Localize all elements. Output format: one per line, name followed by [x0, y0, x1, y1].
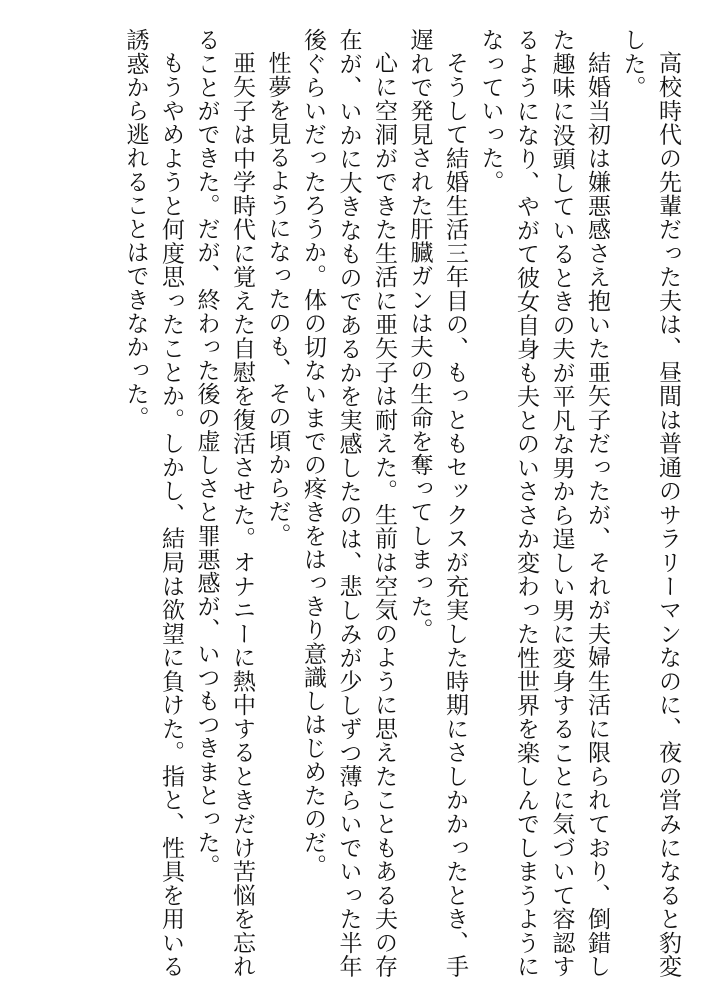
paragraph: そうして結婚生活三年目の、もっともセックスが充実した時期にさしかかったとき、手遅れで発見された肝臓ガンは夫の生命を奪ってしまった。	[406, 28, 468, 978]
paragraph: 心に空洞ができた生活に亜矢子は耐えた。生前は空気のように思えたこともある夫の存在が、いかに大きなものであるかを実感したのは、悲しみが少しずつ薄らいでいった半年後ぐらいだったろうか。体の切ないまでの疼きをはっきり意識しはじめたのだ。	[300, 28, 397, 978]
paragraph: 性夢を見るようになったのも、その頃からだ。	[264, 51, 291, 547]
paragraph: 結婚当初は嫌悪感さえ抱いた亜矢子だったが、それが夫婦生活に限られており、倒錯した趣味に没頭しているときの夫が平凡な男から逞しい男に変身することに気づいて容認するようになり、やがて彼女自身も夫とのいささか変わった性世界を楽しんでしまうようになっていった。	[477, 28, 610, 978]
paragraph: もうやめようと何度思ったことか。しかし、結局は欲望に負けた。指と、性具を用いる誘惑から逃れることはできなかった。	[122, 28, 184, 978]
paragraph: 亜矢子は中学時代に覚えた自慰を復活させた。オナニーに熱中するときだけ苦悩を忘れることができた。だが、終わった後の虚しさと罪悪感が、いつもつきまとった。	[193, 28, 255, 978]
paragraph: 高校時代の先輩だった夫は、昼間は普通のサラリーマンなのに、夜の営みになると豹変した。	[619, 28, 681, 978]
novel-page	[19, 28, 685, 978]
